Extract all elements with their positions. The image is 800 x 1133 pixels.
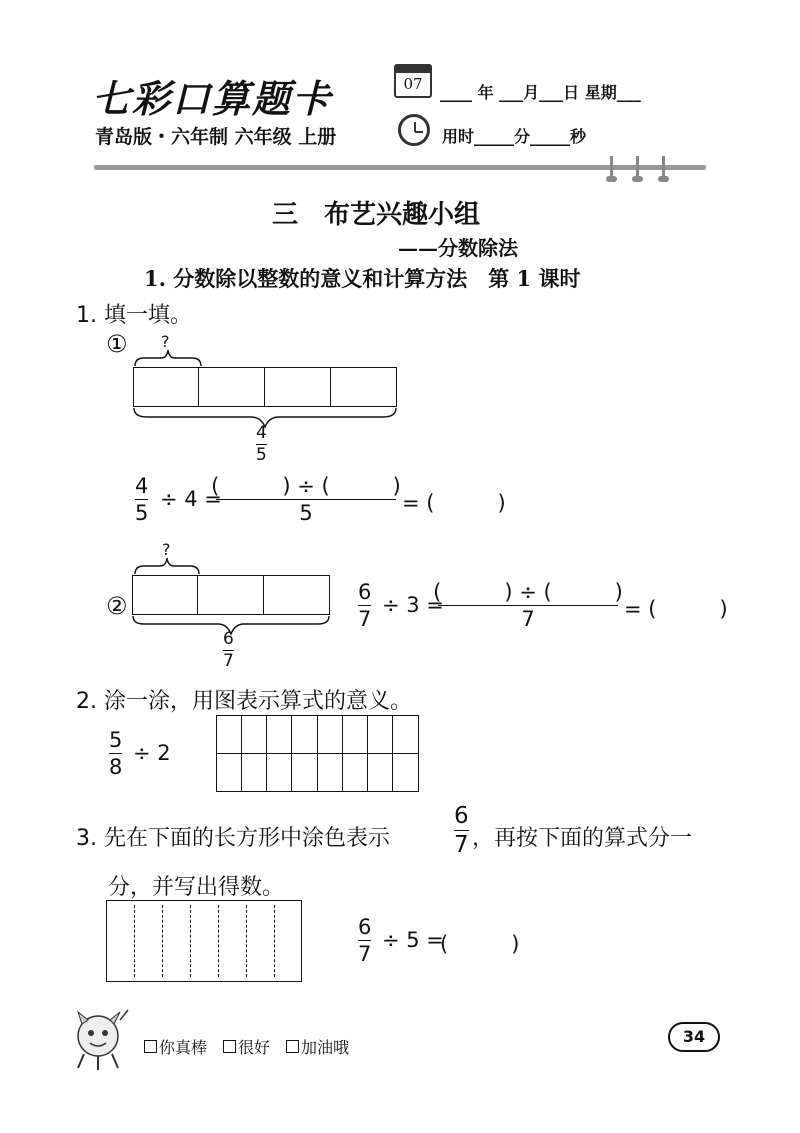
q2-heading: 2. 涂一涂，用图表示算式的意义。 — [76, 689, 412, 714]
q1-part1-answer-blank[interactable]: = ( ) — [402, 491, 506, 515]
denominator: 5 — [256, 445, 267, 465]
q3-answer-blank[interactable]: ( ) — [440, 932, 520, 956]
rating-option[interactable] — [223, 1035, 270, 1058]
grid-cell[interactable] — [393, 754, 418, 792]
calendar-icon — [394, 64, 432, 98]
q1-part1-dividend-fraction — [135, 474, 148, 525]
q1-part1-question-mark: ? — [161, 332, 170, 351]
q1-part2-total-fraction — [223, 630, 234, 671]
denominator: 5 — [135, 501, 149, 525]
dashed-divider — [134, 905, 135, 977]
q3-dividend-fraction — [358, 915, 371, 966]
strip-cell — [331, 367, 397, 407]
grid-cell[interactable] — [292, 716, 317, 754]
grid-cell[interactable] — [292, 754, 317, 792]
rating-option[interactable] — [286, 1035, 349, 1058]
numerator: 6 — [454, 803, 469, 829]
dashed-divider — [274, 905, 275, 977]
answer-blank-numerator[interactable]: ( ) ÷ ( ) — [433, 580, 623, 604]
grid-cell[interactable] — [368, 754, 393, 792]
q1-part1-top-brace — [134, 348, 202, 368]
numerator: 4 — [256, 423, 267, 443]
edition-label: 青岛版・六年制 六年级 上册 — [95, 126, 337, 148]
q2-shading-grid[interactable] — [216, 715, 419, 792]
checkbox[interactable] — [223, 1040, 236, 1053]
numerator: 6 — [358, 580, 372, 604]
rating-label: 加油哦 — [301, 1038, 350, 1057]
q3-rectangle[interactable] — [106, 900, 302, 982]
rating-label: 你真棒 — [159, 1038, 208, 1057]
q1-part1-answer-fraction[interactable] — [211, 474, 401, 525]
q1-part2-top-brace — [134, 556, 200, 576]
unit-title: 三 布艺兴趣小组 — [272, 200, 481, 230]
grid-cell[interactable] — [267, 754, 292, 792]
q1-part2-answer-blank[interactable]: = ( ) — [624, 597, 728, 621]
clock-icon — [398, 114, 430, 146]
q1-part1-total-fraction — [256, 424, 267, 465]
q1-part2-answer-fraction[interactable] — [433, 580, 623, 631]
q1-part1-strip — [133, 367, 397, 407]
numerator: 6 — [223, 629, 234, 649]
grid-cell[interactable] — [318, 716, 343, 754]
dashed-divider — [190, 905, 191, 977]
q2-operator: ÷ 2 — [133, 741, 171, 765]
mascot-illustration — [68, 1006, 134, 1072]
strip-cell — [198, 575, 264, 615]
numerator: 4 — [135, 474, 149, 498]
q2-fraction — [109, 728, 122, 779]
rating-options — [144, 1035, 349, 1058]
strip-cell — [265, 367, 331, 407]
strip-cell — [199, 367, 265, 407]
grid-cell[interactable] — [393, 716, 418, 754]
lesson-title: 1. 分数除以整数的意义和计算方法 第 1 课时 — [144, 266, 581, 291]
grid-cell[interactable] — [217, 754, 242, 792]
grid-cell[interactable] — [343, 716, 368, 754]
denominator: 7 — [358, 942, 372, 966]
grid-cell[interactable] — [242, 716, 267, 754]
numerator: 5 — [109, 728, 123, 752]
page-number-badge — [668, 1022, 720, 1052]
numerator: 6 — [358, 915, 372, 939]
strip-cell — [264, 575, 330, 615]
time-line: 用时_____分_____秒 — [442, 127, 587, 146]
denominator: 7 — [358, 607, 372, 631]
q3-operator: ÷ 5 = — [382, 928, 444, 952]
denominator: 7 — [521, 607, 535, 631]
q3-heading-b: ，再按下面的算式分一 — [472, 826, 693, 851]
brand-title: 七彩口算题卡 — [92, 77, 333, 121]
q1-heading: 1. 填一填。 — [76, 303, 192, 328]
q3-heading-a: 3. 先在下面的长方形中涂色表示 — [76, 826, 390, 851]
denominator: 5 — [299, 501, 313, 525]
dashed-divider — [162, 905, 163, 977]
grid-cell[interactable] — [318, 754, 343, 792]
q1-part2-strip — [132, 575, 330, 615]
grid-cell[interactable] — [267, 716, 292, 754]
q1-part2-dividend-fraction — [358, 580, 371, 631]
denominator: 8 — [109, 755, 123, 779]
q1-part2-question-mark: ? — [162, 540, 171, 559]
dashed-divider — [246, 905, 247, 977]
q1-part2-marker: ② — [106, 592, 128, 620]
q1-part1-marker: ① — [106, 330, 128, 358]
rule-ornament — [606, 156, 676, 184]
strip-cell — [133, 367, 199, 407]
denominator: 7 — [454, 832, 469, 858]
grid-cell[interactable] — [217, 716, 242, 754]
checkbox[interactable] — [286, 1040, 299, 1053]
denominator: 7 — [223, 651, 234, 671]
q3-heading-fraction — [454, 803, 469, 858]
dashed-divider — [218, 905, 219, 977]
date-line: ____ 年 ___月___日 星期___ — [440, 83, 641, 102]
unit-subtitle: ——分数除法 — [398, 236, 518, 260]
checkbox[interactable] — [144, 1040, 157, 1053]
rating-option[interactable] — [144, 1035, 207, 1058]
grid-cell[interactable] — [343, 754, 368, 792]
q3-heading-line2: 分，并写出得数。 — [108, 875, 285, 900]
grid-cell[interactable] — [242, 754, 267, 792]
q1-part2-operator: ÷ 3 = — [382, 593, 444, 617]
calendar-day: 07 — [403, 75, 423, 93]
answer-blank-numerator[interactable]: ( ) ÷ ( ) — [211, 474, 401, 498]
q1-part1-operator: ÷ 4 = — [160, 487, 222, 511]
strip-cell — [132, 575, 198, 615]
rating-label: 很好 — [238, 1038, 271, 1057]
page-number: 34 — [682, 1027, 706, 1046]
grid-cell[interactable] — [368, 716, 393, 754]
